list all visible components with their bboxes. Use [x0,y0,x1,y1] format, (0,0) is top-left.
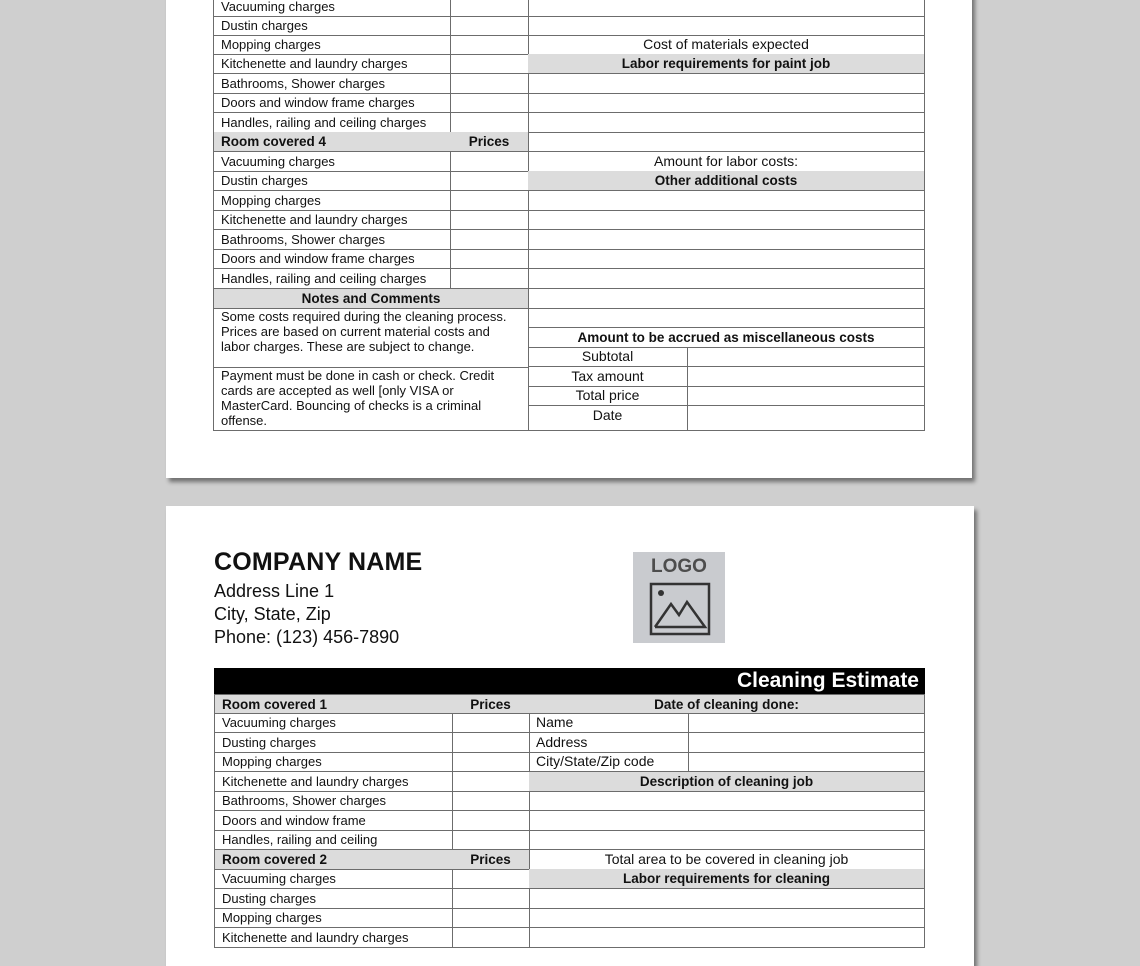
note-prices: Some costs required during the cleaning process. Prices are based on current material costs and labor charges. These are subject to change. [213,308,529,368]
labor-paint-header: Labor requirements for paint job [528,54,925,74]
total-area-label: Total area to be covered in cleaning job [529,850,925,870]
date-label: Date [528,406,688,431]
price-cell[interactable] [450,230,529,250]
blank-row[interactable] [529,830,925,850]
blank-row[interactable] [528,308,925,328]
blank-row[interactable] [528,230,925,250]
row-label: Bathrooms, Shower charges [213,74,451,94]
blank-row[interactable] [529,811,925,831]
row-label: Kitchenette and laundry charges [214,772,453,792]
price-cell[interactable] [452,772,530,792]
row-label: Vacuuming charges [213,152,451,172]
row-label: Handles, railing and ceiling charges [213,113,451,133]
blank-row[interactable] [528,93,925,113]
blank-row[interactable] [528,132,925,152]
tax-label: Tax amount [528,367,688,387]
blank-row[interactable] [529,928,925,948]
blank-row[interactable] [528,269,925,289]
row-label: Dustin charges [213,16,451,36]
city-label: City/State/Zip code [529,752,689,772]
blank-row[interactable] [528,289,925,309]
phone: Phone: (123) 456-7890 [214,627,400,647]
total-value[interactable] [687,386,925,406]
labor-cleaning-header: Labor requirements for cleaning [529,869,925,889]
room-header: Room covered 1 [214,694,453,714]
row-label: Mopping charges [214,752,453,772]
price-cell[interactable] [452,733,530,753]
blank-row[interactable] [528,210,925,230]
price-cell[interactable] [452,889,530,909]
row-label: Doors and window frame charges [213,93,451,113]
row-label: Mopping charges [213,35,451,55]
row-label: Mopping charges [213,191,451,211]
description-header: Description of cleaning job [529,772,925,792]
price-cell[interactable] [450,269,529,289]
subtotal-value[interactable] [687,347,925,367]
company-name: COMPANY NAME [214,548,423,576]
price-cell[interactable] [450,35,529,55]
row-label: Dustin charges [213,171,451,191]
blank-row[interactable] [528,113,925,133]
blank-row[interactable] [528,249,925,269]
price-cell[interactable] [452,752,530,772]
price-cell[interactable] [450,0,529,17]
room-header: Room covered 4 [213,132,451,152]
date-value[interactable] [687,406,925,431]
price-cell[interactable] [450,152,529,172]
misc-costs-header: Amount to be accrued as miscellaneous costs [528,328,925,348]
estimate-title: Cleaning Estimate [214,668,925,695]
image-icon [649,582,711,636]
address-label: Address [529,733,689,753]
room-header: Room covered 2 [214,850,453,870]
city-value[interactable] [688,752,925,772]
blank-row[interactable] [528,0,925,17]
blank-row[interactable] [529,791,925,811]
price-cell[interactable] [450,74,529,94]
row-label: Kitchenette and laundry charges [213,210,451,230]
price-cell[interactable] [452,830,530,850]
notes-header: Notes and Comments [213,289,529,309]
labor-costs-label: Amount for labor costs: [528,152,925,172]
address-value[interactable] [688,733,925,753]
prices-header: Prices [452,850,530,870]
row-label: Doors and window frame charges [213,249,451,269]
row-label: Bathrooms, Shower charges [213,230,451,250]
price-cell[interactable] [452,928,530,948]
address-line-2: City, State, Zip [214,604,331,624]
row-label: Vacuuming charges [214,869,453,889]
price-cell[interactable] [450,210,529,230]
price-cell[interactable] [450,54,529,74]
row-label: Handles, railing and ceiling [214,830,453,850]
price-cell[interactable] [450,171,529,191]
price-cell[interactable] [450,93,529,113]
row-label: Dusting charges [214,733,453,753]
price-cell[interactable] [452,713,530,733]
note-payment: Payment must be done in cash or check. Credit cards are accepted as well [only VISA or MasterCard. Bouncing of checks is a criminal offense. [213,367,529,431]
row-label: Kitchenette and laundry charges [213,54,451,74]
blank-row[interactable] [528,16,925,36]
name-label: Name [529,713,689,733]
blank-row[interactable] [528,74,925,94]
price-cell[interactable] [450,249,529,269]
row-label: Kitchenette and laundry charges [214,928,453,948]
row-label: Vacuuming charges [214,713,453,733]
subtotal-label: Subtotal [528,347,688,367]
price-cell[interactable] [450,191,529,211]
cost-materials-label: Cost of materials expected [528,35,925,55]
total-label: Total price [528,386,688,406]
blank-row[interactable] [528,191,925,211]
other-costs-header: Other additional costs [528,171,925,191]
row-label: Mopping charges [214,908,453,928]
logo-text: LOGO [651,556,707,577]
row-label: Dusting charges [214,889,453,909]
blank-row[interactable] [529,889,925,909]
logo-placeholder [633,552,725,643]
estimate-page-2 [166,506,974,966]
row-label: Vacuuming charges [213,0,451,17]
row-label: Handles, railing and ceiling charges [213,269,451,289]
price-cell[interactable] [450,16,529,36]
estimate-page-1 [166,0,972,478]
price-cell[interactable] [452,791,530,811]
row-label: Doors and window frame [214,811,453,831]
price-cell[interactable] [452,908,530,928]
prices-header: Prices [450,132,529,152]
row-label: Bathrooms, Shower charges [214,791,453,811]
price-cell[interactable] [450,113,529,133]
name-value[interactable] [688,713,925,733]
date-done-header: Date of cleaning done: [529,694,925,714]
address-line-1: Address Line 1 [214,581,335,601]
price-cell[interactable] [452,869,530,889]
prices-header: Prices [452,694,530,714]
blank-row[interactable] [529,908,925,928]
price-cell[interactable] [452,811,530,831]
tax-value[interactable] [687,367,925,387]
